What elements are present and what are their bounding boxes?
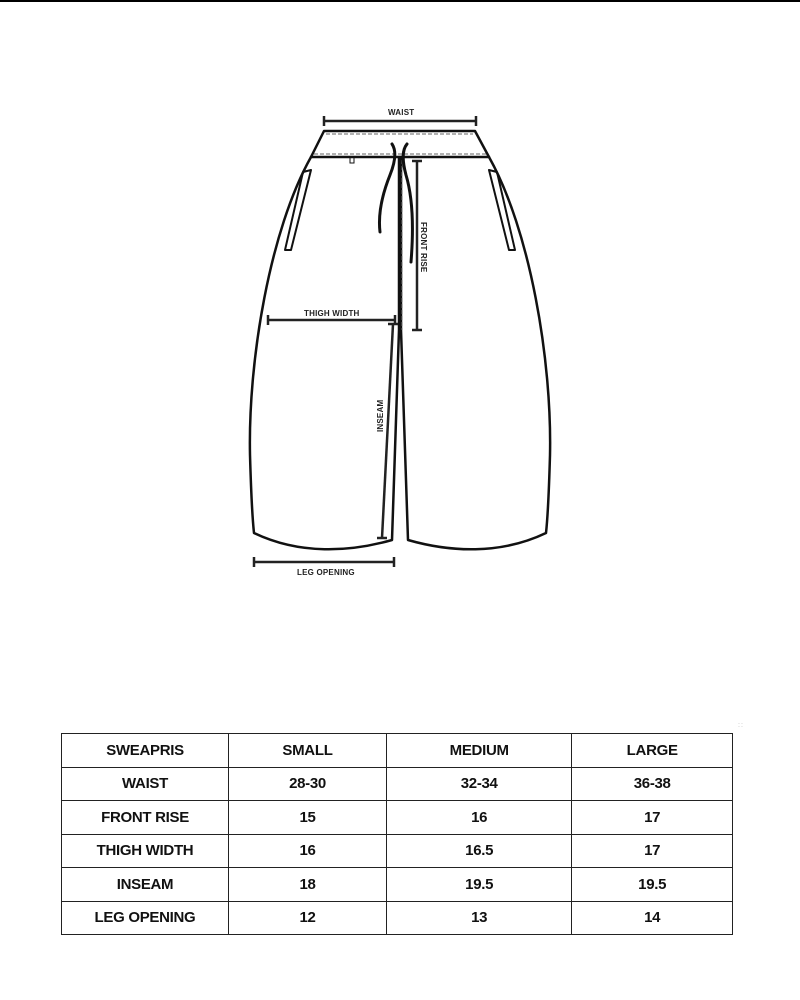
cell-large: 14 [572, 901, 733, 935]
cell-small: 15 [229, 801, 387, 835]
cell-medium: 19.5 [387, 868, 572, 902]
cell-medium: 32-34 [387, 767, 572, 801]
waist-label: WAIST [388, 108, 415, 117]
header-cell: SWEAPRIS [62, 734, 229, 768]
table-row [62, 868, 733, 902]
thigh-width-label: THIGH WIDTH [304, 309, 360, 318]
cell-small: 12 [229, 901, 387, 935]
cell-medium: 16 [387, 801, 572, 835]
size-chart-table [61, 733, 733, 935]
cell-large: 17 [572, 801, 733, 835]
front-rise-label: FRONT RISE [419, 222, 428, 273]
table-header-row [62, 734, 733, 768]
header-cell: MEDIUM [387, 734, 572, 768]
cell-medium: 16.5 [387, 834, 572, 868]
leg-opening-label: LEG OPENING [297, 568, 355, 577]
header-cell: LARGE [572, 734, 733, 768]
cell-small: 16 [229, 834, 387, 868]
row-label: FRONT RISE [62, 801, 229, 835]
cell-large: 17 [572, 834, 733, 868]
row-label: WAIST [62, 767, 229, 801]
row-label: THIGH WIDTH [62, 834, 229, 868]
table-row [62, 767, 733, 801]
table-row [62, 901, 733, 935]
cell-large: 19.5 [572, 868, 733, 902]
cell-medium: 13 [387, 901, 572, 935]
resize-handle-dots: :: [738, 722, 744, 729]
row-label: LEG OPENING [62, 901, 229, 935]
cell-large: 36-38 [572, 767, 733, 801]
table-row [62, 834, 733, 868]
table-row [62, 801, 733, 835]
inseam-label: INSEAM [376, 399, 385, 432]
cell-small: 28-30 [229, 767, 387, 801]
header-cell: SMALL [229, 734, 387, 768]
row-label: INSEAM [62, 868, 229, 902]
cell-small: 18 [229, 868, 387, 902]
